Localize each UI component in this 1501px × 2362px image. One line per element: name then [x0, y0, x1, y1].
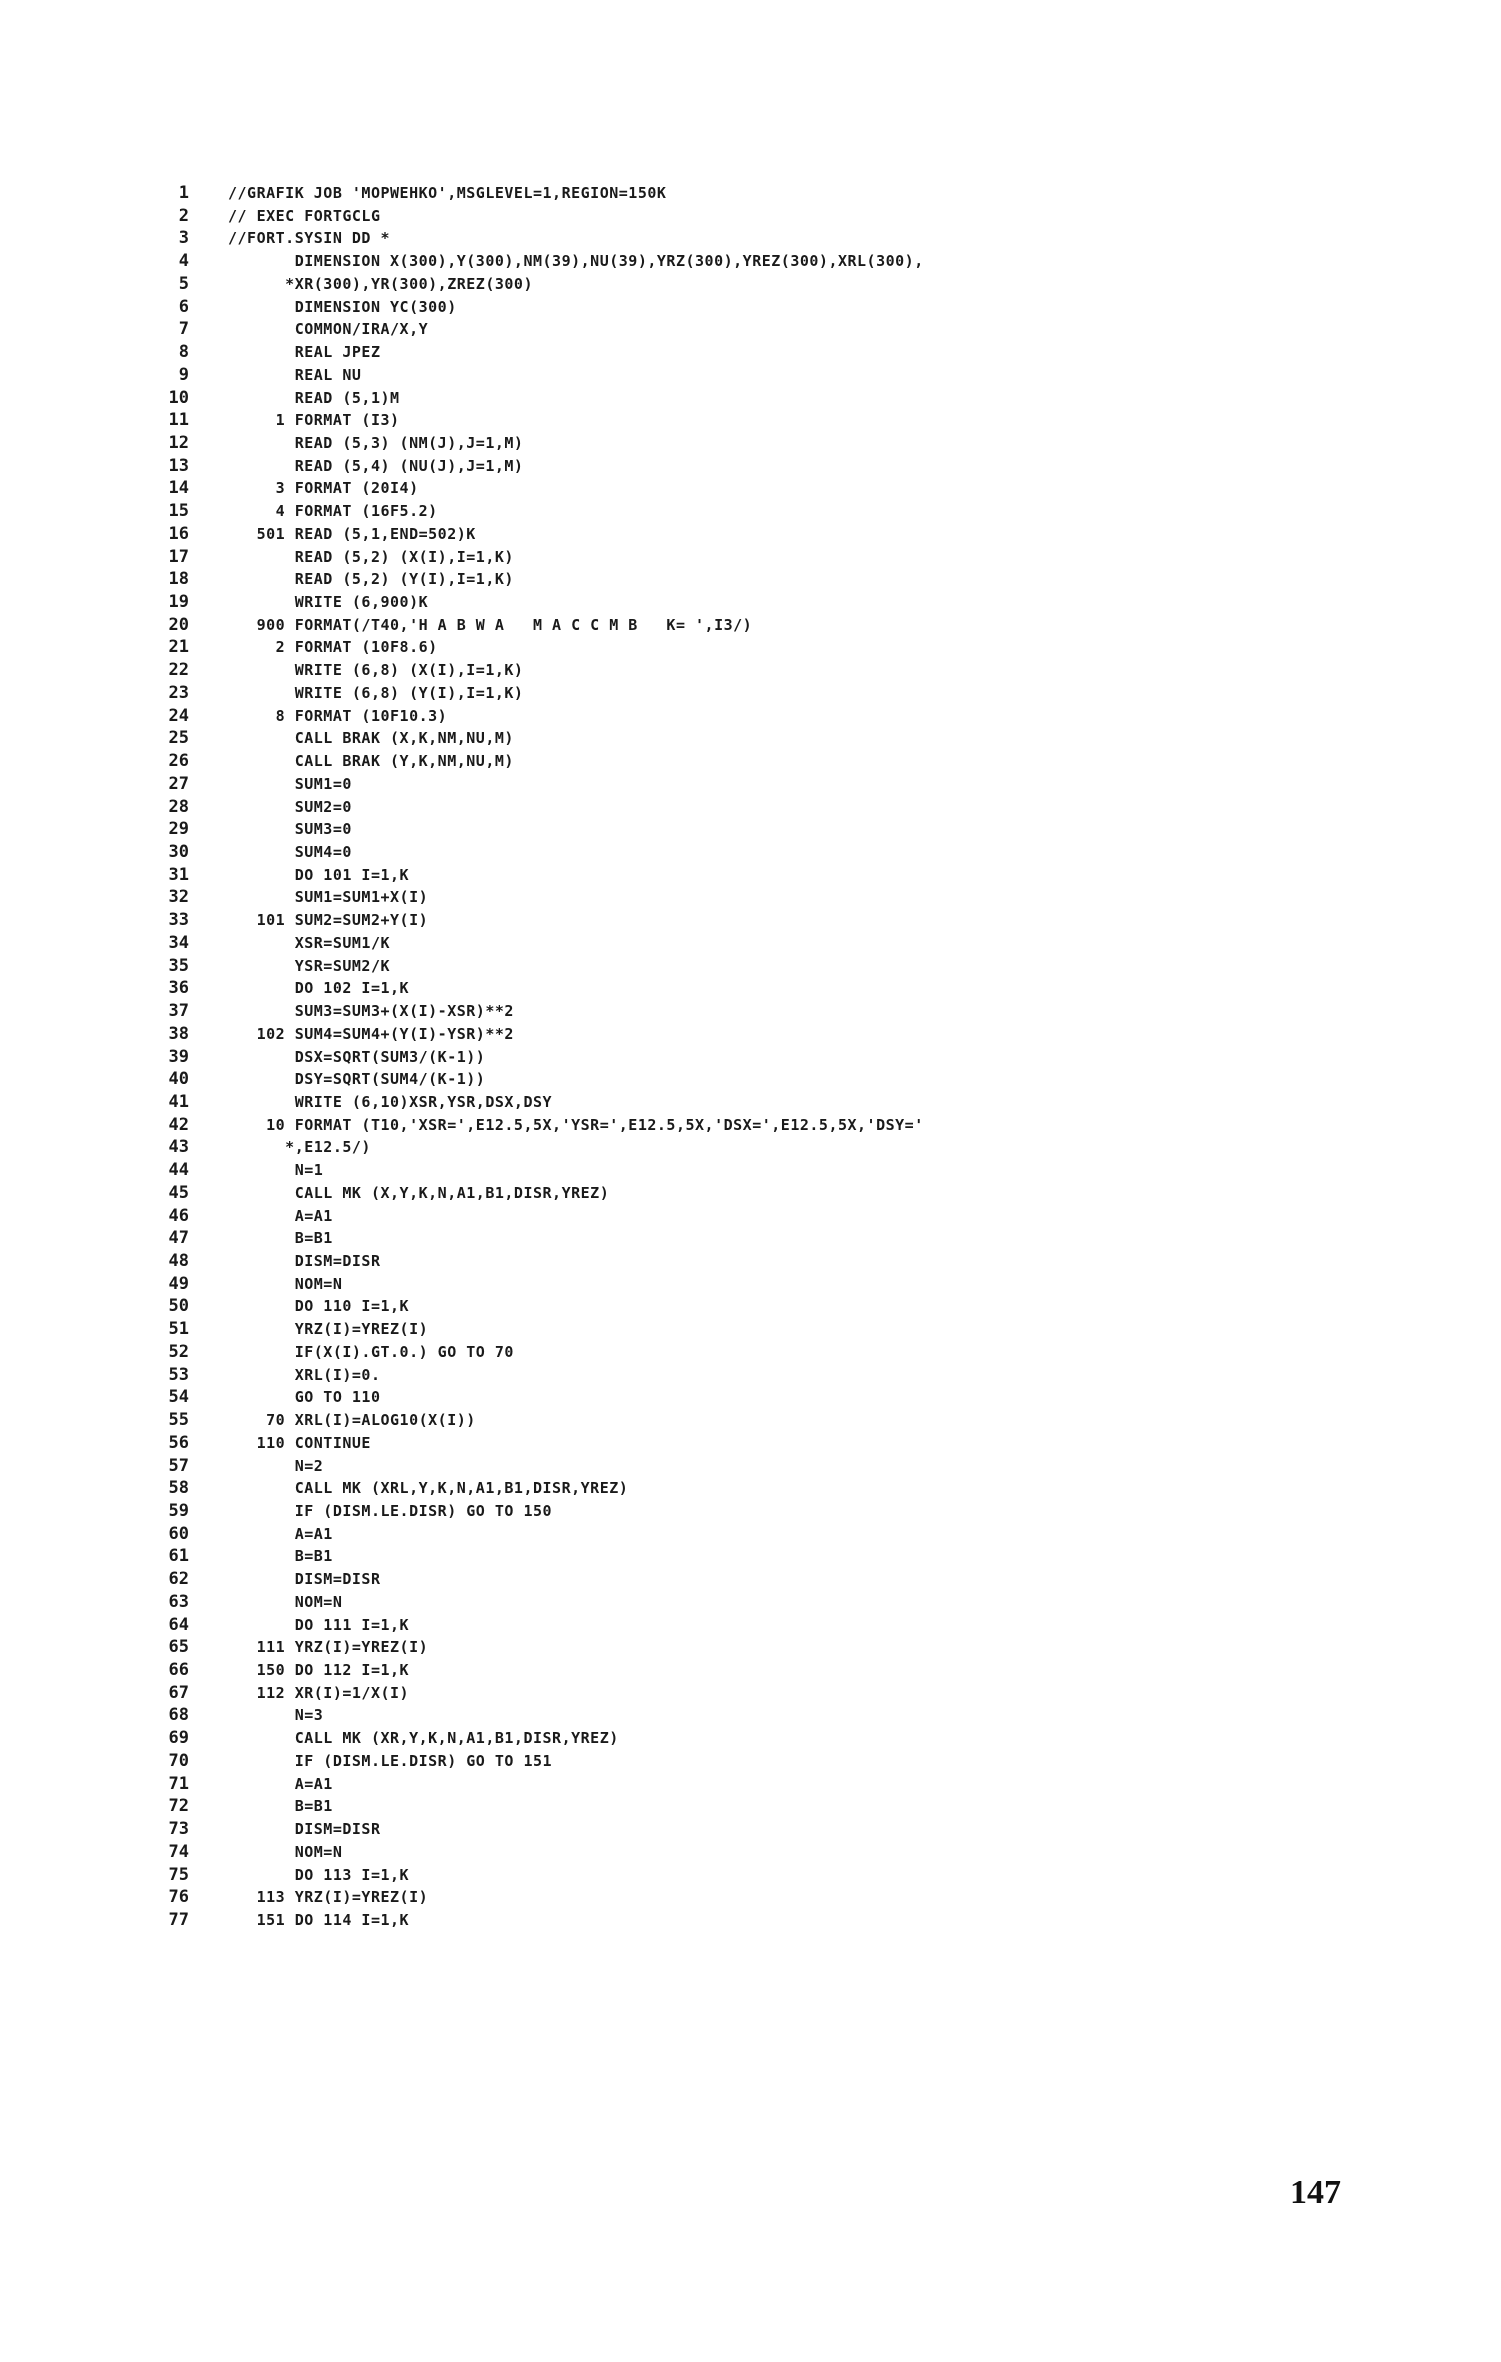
page-number: 147 [1290, 2174, 1341, 2211]
line-number: 59 [168, 1501, 189, 1521]
code-text: IF(X(I).GT.0.) GO TO 70 [228, 1343, 514, 1361]
line-number: 42 [168, 1115, 189, 1135]
line-number: 77 [168, 1910, 189, 1930]
code-text: SUM1=0 [228, 775, 352, 793]
code-text: READ (5,2) (X(I),I=1,K) [228, 548, 514, 566]
code-text: CALL BRAK (X,K,NM,NU,M) [228, 729, 514, 747]
code-text: //GRAFIK JOB 'MOPWEHKO',MSGLEVEL=1,REGION=150K [228, 184, 667, 202]
line-number: 39 [168, 1047, 189, 1067]
code-text: WRITE (6,8) (Y(I),I=1,K) [228, 684, 524, 702]
code-text: 1 FORMAT (I3) [228, 411, 400, 429]
line-number: 30 [168, 842, 189, 862]
line-number: 4 [178, 251, 189, 271]
line-number: 67 [168, 1683, 189, 1703]
code-text: 4 FORMAT (16F5.2) [228, 502, 438, 520]
line-number: 44 [168, 1160, 189, 1180]
line-number: 72 [168, 1796, 189, 1816]
code-text: 8 FORMAT (10F10.3) [228, 707, 448, 725]
code-text: READ (5,2) (Y(I),I=1,K) [228, 570, 514, 588]
line-number: 21 [168, 637, 189, 657]
line-number: 32 [168, 887, 189, 907]
code-text: WRITE (6,8) (X(I),I=1,K) [228, 661, 524, 679]
line-number: 49 [168, 1274, 189, 1294]
line-number: 60 [168, 1524, 189, 1544]
code-text: SUM1=SUM1+X(I) [228, 888, 429, 906]
code-text: READ (5,3) (NM(J),J=1,M) [228, 434, 524, 452]
code-text: CALL MK (X,Y,K,N,A1,B1,DISR,YREZ) [228, 1184, 610, 1202]
line-number: 54 [168, 1387, 189, 1407]
line-number: 50 [168, 1296, 189, 1316]
code-text: READ (5,4) (NU(J),J=1,M) [228, 457, 524, 475]
code-text: REAL JPEZ [228, 343, 381, 361]
code-text: N=2 [228, 1457, 324, 1475]
line-number: 22 [168, 660, 189, 680]
line-number: 58 [168, 1478, 189, 1498]
line-number: 2 [178, 206, 189, 226]
code-text: 10 FORMAT (T10,'XSR=',E12.5,5X,'YSR=',E12.5,5X,'DSX=',E12.5,5X,'DSY=' [228, 1116, 924, 1134]
line-number: 69 [168, 1728, 189, 1748]
code-text: NOM=N [228, 1593, 343, 1611]
line-number: 5 [178, 274, 189, 294]
code-text: DO 111 I=1,K [228, 1616, 410, 1634]
line-number: 68 [168, 1705, 189, 1725]
code-text: 112 XR(I)=1/X(I) [228, 1684, 410, 1702]
line-number: 70 [168, 1751, 189, 1771]
line-number: 11 [168, 410, 189, 430]
line-number: 16 [168, 524, 189, 544]
code-text: N=3 [228, 1706, 324, 1724]
code-text: NOM=N [228, 1843, 343, 1861]
line-number: 43 [168, 1137, 189, 1157]
code-text: 70 XRL(I)=ALOG10(X(I)) [228, 1411, 476, 1429]
code-text: SUM2=0 [228, 798, 352, 816]
line-number: 40 [168, 1069, 189, 1089]
code-text: XRL(I)=0. [228, 1366, 381, 1384]
code-text: DO 113 I=1,K [228, 1866, 410, 1884]
line-number: 8 [178, 342, 189, 362]
line-number: 57 [168, 1456, 189, 1476]
line-number: 29 [168, 819, 189, 839]
line-number: 76 [168, 1887, 189, 1907]
code-text: IF (DISM.LE.DISR) GO TO 150 [228, 1502, 553, 1520]
line-number: 33 [168, 910, 189, 930]
code-text: 151 DO 114 I=1,K [228, 1911, 410, 1929]
line-number: 64 [168, 1615, 189, 1635]
code-text: NOM=N [228, 1275, 343, 1293]
line-number: 48 [168, 1251, 189, 1271]
code-text: 102 SUM4=SUM4+(Y(I)-YSR)**2 [228, 1025, 514, 1043]
code-text: B=B1 [228, 1797, 333, 1815]
line-number: 35 [168, 956, 189, 976]
line-number: 12 [168, 433, 189, 453]
line-number: 27 [168, 774, 189, 794]
code-text: READ (5,1)M [228, 389, 400, 407]
code-text: A=A1 [228, 1207, 333, 1225]
line-number: 18 [168, 569, 189, 589]
line-number: 28 [168, 797, 189, 817]
code-text: SUM3=0 [228, 820, 352, 838]
code-text: B=B1 [228, 1229, 333, 1247]
line-number: 65 [168, 1637, 189, 1657]
code-text: REAL NU [228, 366, 362, 384]
line-number: 13 [168, 456, 189, 476]
line-number: 56 [168, 1433, 189, 1453]
line-number: 53 [168, 1365, 189, 1385]
code-text: SUM4=0 [228, 843, 352, 861]
line-number: 52 [168, 1342, 189, 1362]
line-number: 3 [178, 228, 189, 248]
code-text: 113 YRZ(I)=YREZ(I) [228, 1888, 429, 1906]
line-number: 9 [178, 365, 189, 385]
line-number: 66 [168, 1660, 189, 1680]
code-text: DO 102 I=1,K [228, 979, 410, 997]
code-text: 3 FORMAT (20I4) [228, 479, 419, 497]
code-text: B=B1 [228, 1547, 333, 1565]
line-number: 24 [168, 706, 189, 726]
code-line [0, 1907, 1501, 1933]
code-text: *XR(300),YR(300),ZREZ(300) [228, 275, 533, 293]
line-number: 61 [168, 1546, 189, 1566]
line-number: 7 [178, 319, 189, 339]
line-number: 17 [168, 547, 189, 567]
code-text: WRITE (6,900)K [228, 593, 429, 611]
code-text: XSR=SUM1/K [228, 934, 391, 952]
code-text: *,E12.5/) [228, 1138, 371, 1156]
line-number: 20 [168, 615, 189, 635]
code-text: YSR=SUM2/K [228, 957, 391, 975]
line-number: 62 [168, 1569, 189, 1589]
line-number: 73 [168, 1819, 189, 1839]
code-text: 101 SUM2=SUM2+Y(I) [228, 911, 429, 929]
line-number: 63 [168, 1592, 189, 1612]
code-text: DO 101 I=1,K [228, 866, 410, 884]
line-number: 6 [178, 297, 189, 317]
code-text: DSY=SQRT(SUM4/(K-1)) [228, 1070, 486, 1088]
line-number: 55 [168, 1410, 189, 1430]
code-text: 900 FORMAT(/T40,'H A B W A M A C C M B K= ',I3/) [228, 616, 753, 634]
line-number: 23 [168, 683, 189, 703]
line-number: 74 [168, 1842, 189, 1862]
code-text: 111 YRZ(I)=YREZ(I) [228, 1638, 429, 1656]
code-text: CALL MK (XR,Y,K,N,A1,B1,DISR,YREZ) [228, 1729, 619, 1747]
code-text: //FORT.SYSIN DD * [228, 229, 391, 247]
line-number: 47 [168, 1228, 189, 1248]
line-number: 10 [168, 388, 189, 408]
line-number: 1 [178, 183, 189, 203]
line-number: 15 [168, 501, 189, 521]
line-number: 51 [168, 1319, 189, 1339]
code-text: DIMENSION X(300),Y(300),NM(39),NU(39),YRZ(300),YREZ(300),XRL(300), [228, 252, 924, 270]
code-text: 110 CONTINUE [228, 1434, 371, 1452]
code-text: A=A1 [228, 1775, 333, 1793]
code-text: WRITE (6,10)XSR,YSR,DSX,DSY [228, 1093, 553, 1111]
code-text: // EXEC FORTGCLG [228, 207, 381, 225]
code-text: COMMON/IRA/X,Y [228, 320, 429, 338]
line-number: 75 [168, 1865, 189, 1885]
code-text: N=1 [228, 1161, 324, 1179]
line-number: 46 [168, 1206, 189, 1226]
code-text: A=A1 [228, 1525, 333, 1543]
code-text: 501 READ (5,1,END=502)K [228, 525, 476, 543]
code-text: CALL MK (XRL,Y,K,N,A1,B1,DISR,YREZ) [228, 1479, 629, 1497]
code-text: DSX=SQRT(SUM3/(K-1)) [228, 1048, 486, 1066]
code-text: 2 FORMAT (10F8.6) [228, 638, 438, 656]
code-text: DISM=DISR [228, 1252, 381, 1270]
code-text: SUM3=SUM3+(X(I)-XSR)**2 [228, 1002, 514, 1020]
line-number: 19 [168, 592, 189, 612]
code-text: DISM=DISR [228, 1570, 381, 1588]
line-number: 26 [168, 751, 189, 771]
line-number: 71 [168, 1774, 189, 1794]
code-text: DO 110 I=1,K [228, 1297, 410, 1315]
line-number: 37 [168, 1001, 189, 1021]
code-text: DISM=DISR [228, 1820, 381, 1838]
code-text: DIMENSION YC(300) [228, 298, 457, 316]
line-number: 14 [168, 478, 189, 498]
line-number: 38 [168, 1024, 189, 1044]
line-number: 25 [168, 728, 189, 748]
line-number: 41 [168, 1092, 189, 1112]
line-number: 36 [168, 978, 189, 998]
code-text: GO TO 110 [228, 1388, 381, 1406]
line-number: 45 [168, 1183, 189, 1203]
code-text: IF (DISM.LE.DISR) GO TO 151 [228, 1752, 553, 1770]
line-number: 34 [168, 933, 189, 953]
code-text: CALL BRAK (Y,K,NM,NU,M) [228, 752, 514, 770]
line-number: 31 [168, 865, 189, 885]
code-text: 150 DO 112 I=1,K [228, 1661, 410, 1679]
code-text: YRZ(I)=YREZ(I) [228, 1320, 429, 1338]
